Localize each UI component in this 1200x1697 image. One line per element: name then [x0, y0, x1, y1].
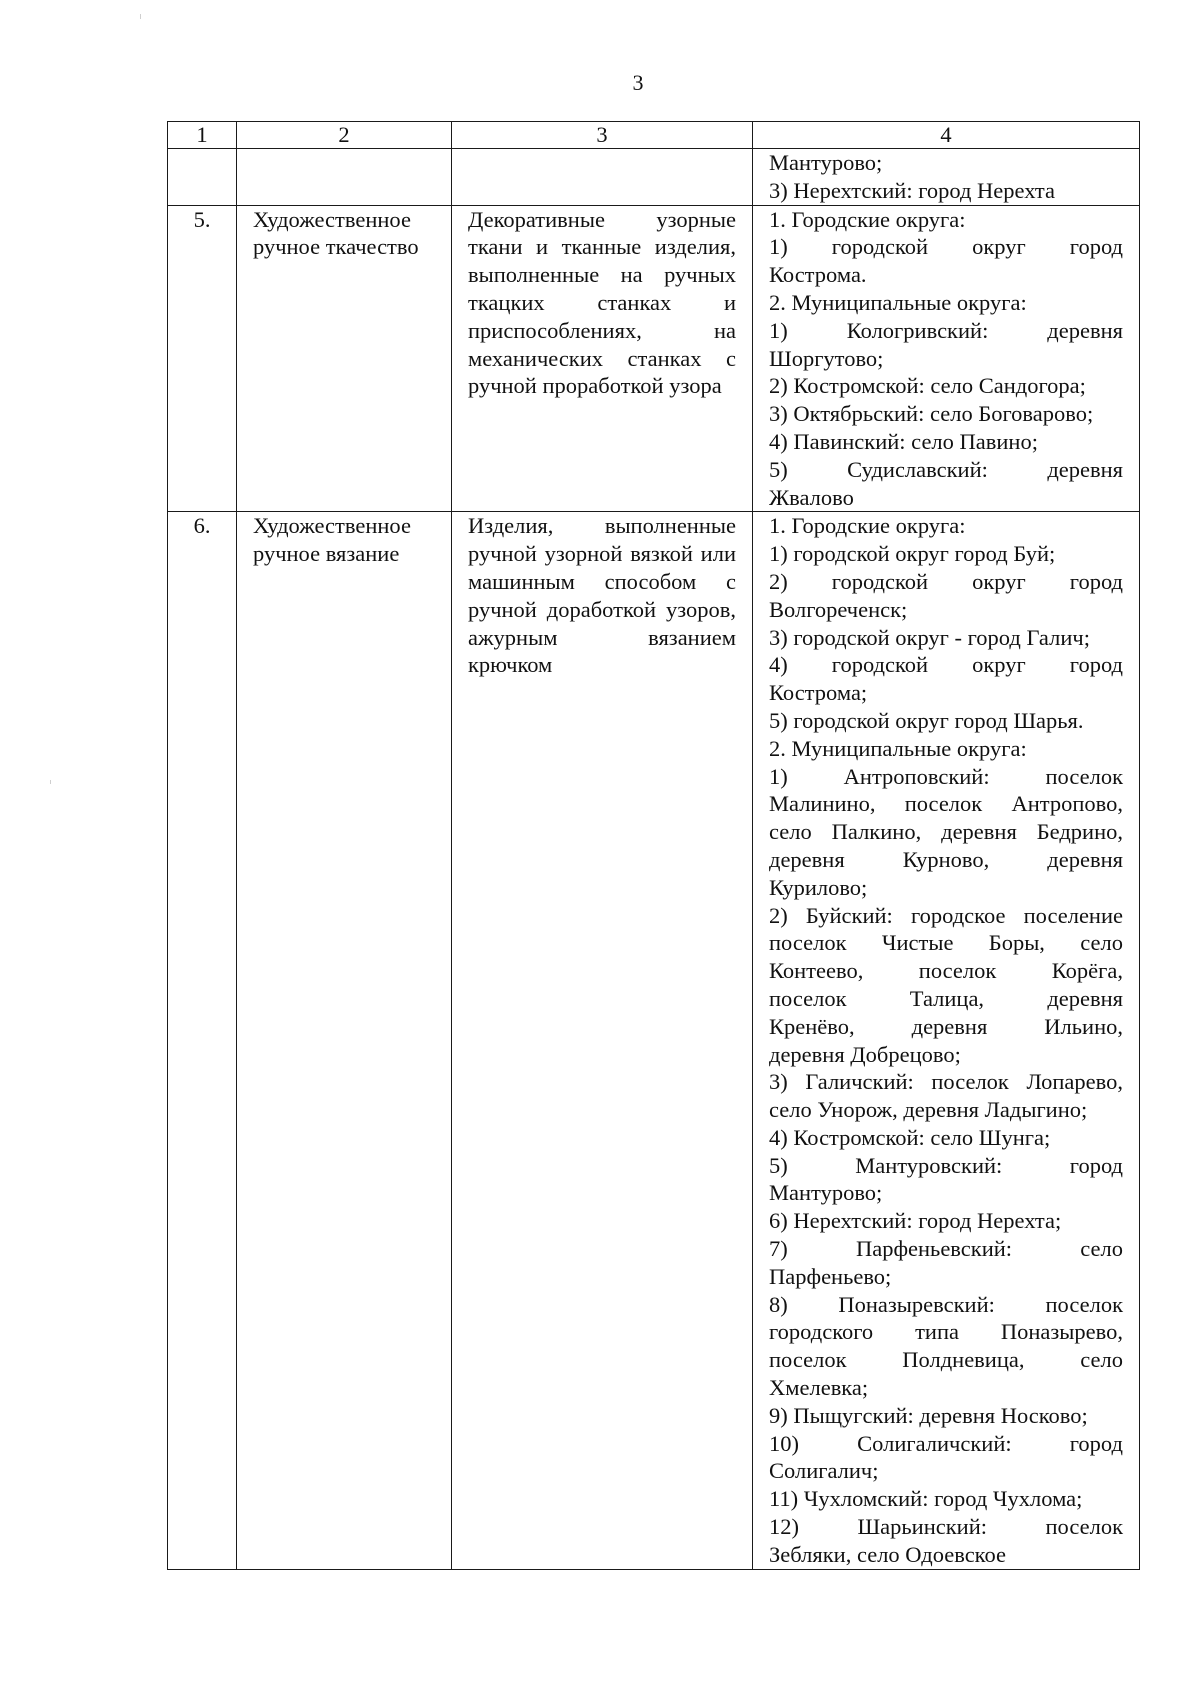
place-line: 1) Антроповский: поселок: [769, 763, 1123, 789]
number-cell: 6.: [168, 512, 237, 1569]
place-line: 11) Чухломский: город Чухлома;: [769, 1486, 1083, 1512]
place-line: Мантурово;: [769, 1180, 883, 1206]
page-number: 3: [632, 70, 644, 95]
place-line: 2) Костромской: село Сандогора;: [769, 373, 1086, 399]
place-line: Мантурово;: [769, 150, 883, 175]
place-line: 4) Костромской: село Шунга;: [769, 1124, 1051, 1150]
place-line: Кренёво, деревня Ильино,: [769, 1013, 1123, 1039]
table-row-continuation: [168, 149, 1140, 206]
craft-cell: Художественное ручное вязание: [237, 512, 452, 1569]
place-line: 5) Мантуровский: город: [769, 1152, 1123, 1178]
place-line: Курилово;: [769, 874, 868, 900]
place-line: 3) городской округ - город Галич;: [769, 624, 1090, 650]
place-line: село Палкино, деревня Бедрино,: [769, 819, 1123, 845]
place-line: 9) Пыщугский: деревня Носково;: [769, 1402, 1088, 1428]
description-cell: Изделия, выполненные ручной узорной вязкой или машинным способом с ручной доработкой узоров, ажурным вязанием крючком: [452, 512, 753, 1569]
number-cell: [168, 149, 237, 206]
place-line: поселок Чистые Боры, село: [769, 930, 1123, 956]
column-header-4: 4: [753, 122, 1140, 149]
place-line: 10) Солигаличский: город: [769, 1430, 1123, 1456]
place-line: 2) городской округ город: [769, 568, 1123, 594]
places-cell: [753, 205, 1140, 512]
place-line: 5) городской округ город Шарья.: [769, 707, 1084, 733]
scan-artifact: [140, 14, 141, 19]
crafts-table: [167, 121, 1140, 1570]
place-line: 3) Нерехтский: город Нерехта: [769, 177, 1056, 203]
place-line: Кострома.: [769, 262, 867, 288]
place-line: Шоргутово;: [769, 345, 884, 371]
place-line: Малинино, поселок Антропово,: [769, 791, 1123, 817]
place-line: 6) Нерехтский: город Нерехта;: [769, 1208, 1062, 1234]
description-cell: Декоративные узорные ткани и тканные изделия, выполненные на ручных ткацких станках и приспособлениях, на механических станках с ручной проработкой узора: [452, 205, 753, 512]
place-line: 2. Муниципальные округа:: [769, 735, 1027, 761]
place-line: 12) Шарьинский: поселок: [769, 1514, 1123, 1540]
places-cell: [753, 512, 1140, 1569]
place-line: деревня Добрецово;: [769, 1041, 961, 1067]
place-line: Зебляки, село Одоевское: [769, 1541, 1006, 1567]
number-cell: 5.: [168, 205, 237, 512]
place-line: 2) Буйский: городское поселение: [769, 902, 1123, 928]
craft-cell: Художественное ручное ткачество: [237, 205, 452, 512]
place-line: 1. Городские округа:: [769, 513, 966, 539]
table-header-row: [168, 122, 1140, 149]
place-line: село Унорож, деревня Ладыгино;: [769, 1097, 1088, 1123]
place-line: 1) городской округ город Буй;: [769, 541, 1056, 567]
column-header-2: 2: [237, 122, 452, 149]
table-row: [168, 205, 1140, 512]
place-line: 2. Муниципальные округа:: [769, 289, 1027, 315]
place-line: 3) Галичский: поселок Лопарево,: [769, 1069, 1123, 1095]
place-line: поселок Полдневица, село: [769, 1347, 1123, 1373]
description-cell: [452, 149, 753, 206]
column-header-1: 1: [168, 122, 237, 149]
craft-cell: [237, 149, 452, 206]
place-line: 5) Судиславский: деревня: [769, 456, 1123, 482]
places-cell: [753, 149, 1140, 206]
place-line: Солигалич;: [769, 1458, 879, 1484]
place-line: 4) городской округ город: [769, 652, 1123, 678]
place-line: Жвалово: [769, 484, 854, 510]
place-line: 3) Октябрьский: село Боговарово;: [769, 401, 1094, 427]
place-line: Контеево, поселок Корёга,: [769, 958, 1123, 984]
place-line: 1. Городские округа:: [769, 206, 966, 232]
place-line: 1) Кологривский: деревня: [769, 317, 1123, 343]
place-line: деревня Курново, деревня: [769, 846, 1123, 872]
place-line: 4) Павинский: село Павино;: [769, 428, 1038, 454]
scan-artifact: [50, 780, 51, 784]
place-line: Хмелевка;: [769, 1375, 869, 1401]
place-line: 7) Парфеньевский: село: [769, 1236, 1123, 1262]
place-line: Кострома;: [769, 680, 868, 706]
place-line: 8) Поназыревский: поселок: [769, 1291, 1123, 1317]
column-header-3: 3: [452, 122, 753, 149]
place-line: городского типа Поназырево,: [769, 1319, 1123, 1345]
place-line: 1) городской округ город: [769, 234, 1123, 260]
place-line: Парфеньево;: [769, 1263, 892, 1289]
place-line: поселок Талица, деревня: [769, 985, 1123, 1011]
table-row: [168, 512, 1140, 1569]
place-line: Волгореченск;: [769, 596, 908, 622]
